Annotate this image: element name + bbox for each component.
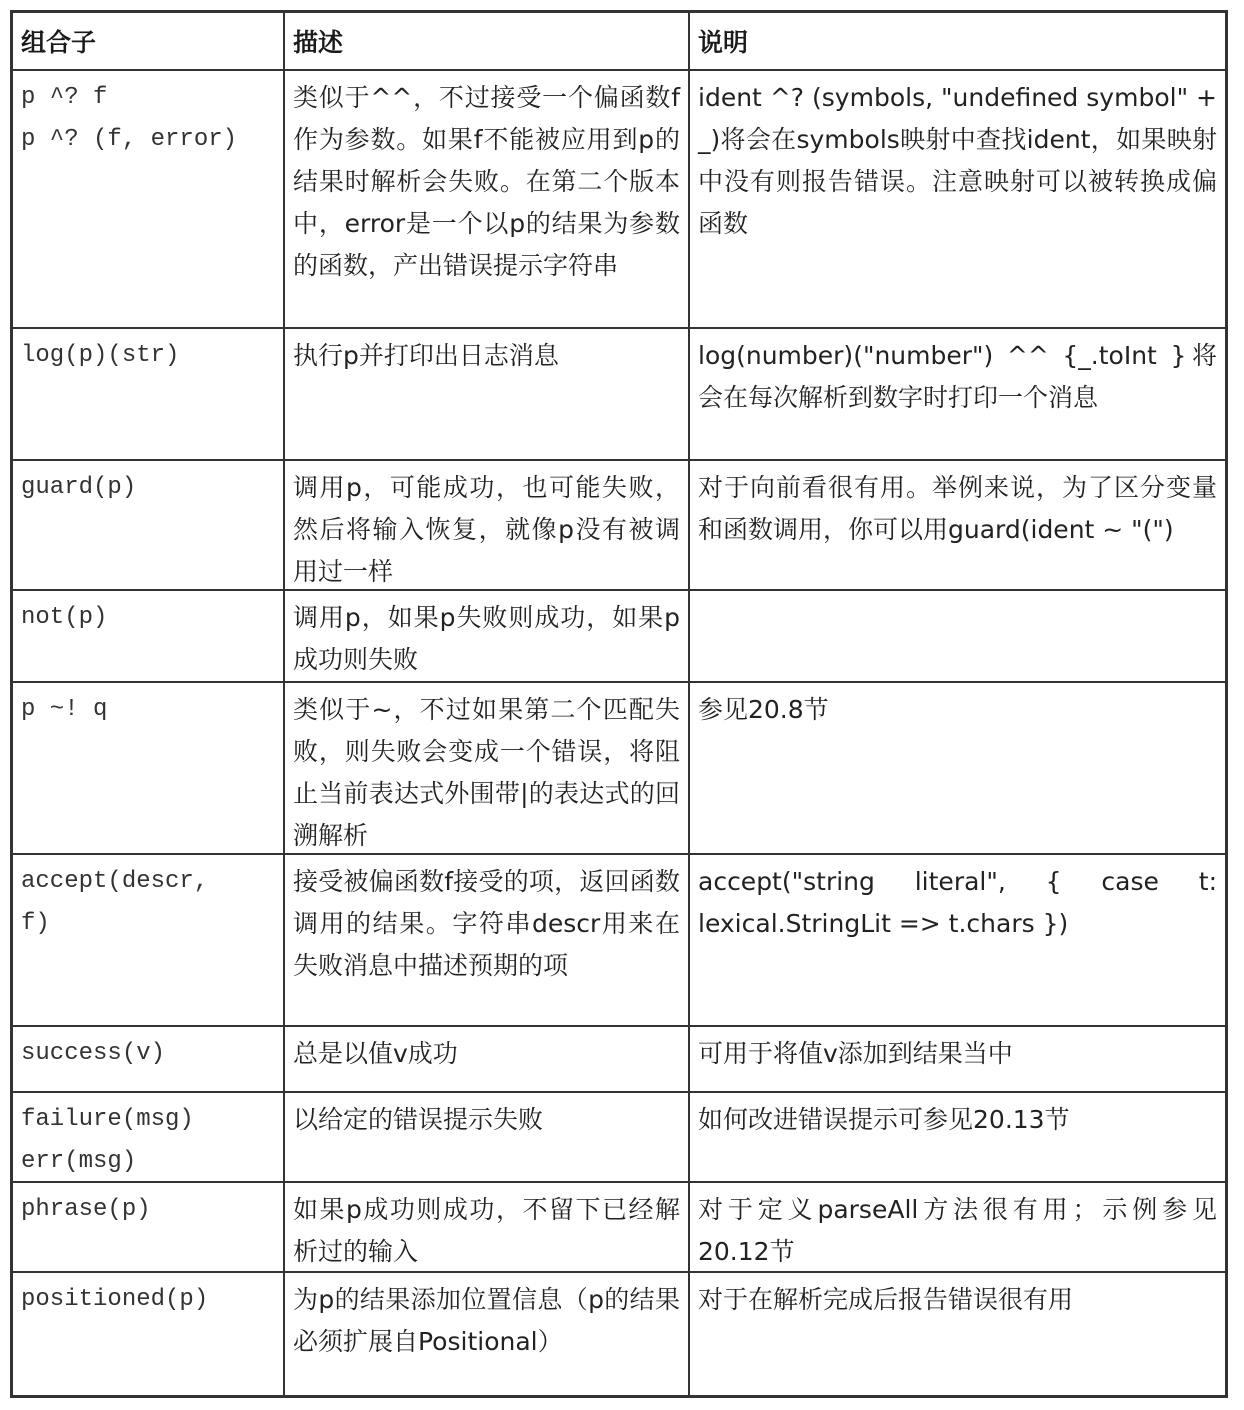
note-cell: ident ^? (symbols, "undefined symbol" + _)将会在symbols映射中查找ident，如果映射中没有则报告错误。注意映射可以被转换成偏函数	[690, 71, 1225, 329]
combinator-line: success(v)	[21, 1040, 166, 1067]
description-cell: 以给定的错误提示失败	[285, 1093, 690, 1183]
note-cell	[690, 591, 1225, 683]
description-cell: 调用p，如果p失败则成功，如果p成功则失败	[285, 591, 690, 683]
combinator-cell	[13, 329, 285, 461]
combinator-line: log(p)(str)	[21, 342, 180, 369]
combinator-line: phrase(p)	[21, 1196, 151, 1223]
combinator-line: guard(p)	[21, 474, 137, 501]
note-cell: log(number)("number") ^^ {_.toInt }将会在每次解析到数字时打印一个消息	[690, 329, 1225, 461]
note-cell: 如何改进错误提示可参见20.13节	[690, 1093, 1225, 1183]
header-combinator: 组合子	[13, 13, 285, 71]
combinator-cell	[13, 1093, 285, 1183]
note-cell: 可用于将值v添加到结果当中	[690, 1027, 1225, 1093]
combinator-line: p ^? (f, error)	[21, 126, 238, 153]
combinator-cell	[13, 591, 285, 683]
description-cell: 为p的结果添加位置信息（p的结果必须扩展自Positional）	[285, 1273, 690, 1395]
combinator-line: positioned(p)	[21, 1286, 209, 1313]
header-note: 说明	[690, 13, 1225, 71]
description-cell: 接受被偏函数f接受的项，返回函数调用的结果。字符串descr用来在失败消息中描述预期的项	[285, 855, 690, 1027]
note-cell: 参见20.8节	[690, 683, 1225, 855]
combinator-cell	[13, 855, 285, 1027]
description-cell: 执行p并打印出日志消息	[285, 329, 690, 461]
combinator-line: failure(msg)	[21, 1106, 194, 1133]
combinator-line: not(p)	[21, 604, 108, 631]
description-cell: 调用p，可能成功，也可能失败，然后将输入恢复，就像p没有被调用过一样	[285, 461, 690, 591]
description-cell: 如果p成功则成功，不留下已经解析过的输入	[285, 1183, 690, 1273]
combinator-line: f)	[21, 910, 50, 937]
combinator-cell	[13, 461, 285, 591]
combinator-line: p ~! q	[21, 696, 108, 723]
combinator-line: accept(descr,	[21, 868, 209, 895]
combinator-cell	[13, 683, 285, 855]
combinator-cell	[13, 1027, 285, 1093]
combinator-cell	[13, 71, 285, 329]
note-cell: 对于定义parseAll方法很有用；示例参见20.12节	[690, 1183, 1225, 1273]
description-cell: 总是以值v成功	[285, 1027, 690, 1093]
combinator-line: p ^? f	[21, 84, 108, 111]
note-cell: accept("string literal", { case t: lexical.StringLit => t.chars })	[690, 855, 1225, 1027]
header-description: 描述	[285, 13, 690, 71]
combinator-table	[10, 10, 1228, 1398]
description-cell: 类似于^^，不过接受一个偏函数f作为参数。如果f不能被应用到p的结果时解析会失败。在第二个版本中，error是一个以p的结果为参数的函数，产出错误提示字符串	[285, 71, 690, 329]
combinator-cell	[13, 1273, 285, 1395]
combinator-line: err(msg)	[21, 1148, 137, 1175]
note-cell: 对于向前看很有用。举例来说，为了区分变量和函数调用，你可以用guard(ident ~ "(")	[690, 461, 1225, 591]
note-cell: 对于在解析完成后报告错误很有用	[698, 1285, 1074, 1314]
combinator-cell	[13, 1183, 285, 1273]
description-cell: 类似于~，不过如果第二个匹配失败，则失败会变成一个错误，将阻止当前表达式外围带|的表达式的回溯解析	[285, 683, 690, 855]
